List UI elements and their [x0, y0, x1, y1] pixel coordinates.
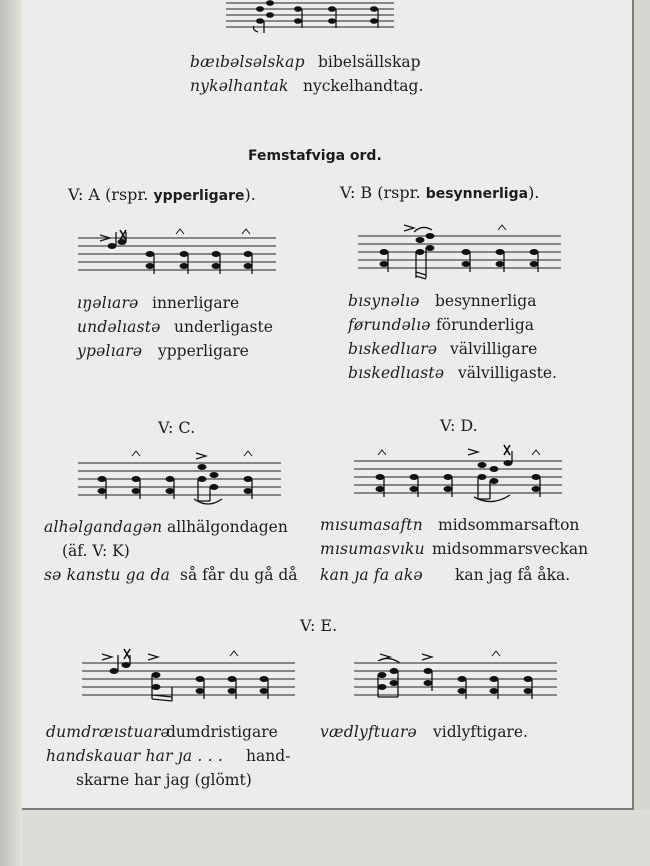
variant-a-label: [68, 185, 256, 204]
variant-b-row1-standard: besynnerliga: [435, 292, 537, 310]
variant-a-row2-dialect: undəlıastə: [77, 318, 161, 336]
variant-e-left-row3: skarne har jag (glömt): [76, 771, 252, 789]
section-heading: Femstafviga ord.: [248, 148, 382, 164]
variant-a-row3-dialect: ypəlıarə: [77, 342, 143, 360]
music-staff-a: [76, 226, 281, 284]
variant-b-row2-dialect: førundəlıə: [348, 316, 431, 334]
variant-b-label-suffix: ).: [528, 183, 540, 202]
variant-d-row3-standard: kan jag få åka.: [455, 566, 571, 584]
variant-b-row4-dialect: bıskedlıastə: [348, 364, 445, 382]
variant-c-row3-standard: så får du gå då: [180, 566, 298, 584]
variant-e-left-row2-dialect: handskauar har ȷa . . .: [46, 747, 224, 765]
variant-b-label: [340, 183, 539, 202]
music-staff-c: [76, 447, 286, 507]
staff-notation-graphic: [352, 647, 562, 707]
music-staff-top: [222, 0, 397, 34]
top-row2-standard: nyckelhandtag.: [303, 77, 424, 95]
variant-e-label: V: E.: [300, 616, 338, 635]
page-shadow: [22, 810, 650, 866]
variant-d-row2-standard: midsommarsveckan: [432, 540, 589, 558]
variant-b-row4-standard: välvilligaste.: [458, 364, 557, 382]
variant-c-label: V: C.: [158, 418, 196, 437]
staff-notation-graphic: [76, 226, 281, 284]
page-left-edge: [0, 0, 23, 866]
top-row1-dialect: bæıbəlsəlskap: [190, 53, 305, 71]
variant-e-left-row1-dialect: dumdræıstuarə: [46, 723, 171, 741]
variant-a-row1-dialect: ıŋəlıarə: [77, 294, 139, 312]
variant-b-row1-dialect: bısynəlıə: [348, 292, 420, 310]
variant-d-row1-standard: midsommarsafton: [438, 516, 580, 534]
variant-a-row3-standard: ypperligare: [158, 342, 249, 360]
variant-b-label-bold: besynnerliga: [425, 186, 529, 202]
top-row1-standard: bibelsällskap: [318, 53, 421, 71]
staff-notation-graphic: [80, 647, 300, 707]
variant-e-left-row2-standard: hand-: [246, 747, 291, 765]
variant-a-label-bold: ypperligare: [153, 188, 245, 204]
variant-c-row1-standard: allhälgondagen: [167, 518, 288, 536]
variant-b-label-prefix: V: B (rspr.: [340, 183, 421, 202]
variant-d-label: V: D.: [440, 416, 478, 435]
variant-b-row3-standard: välvilligare: [450, 340, 538, 358]
staff-notation-graphic: [222, 0, 397, 34]
music-staff-b: [356, 220, 566, 282]
variant-d-row3-dialect: kan ȷa fa akə: [320, 566, 423, 584]
top-row2-dialect: nykəlhantak: [190, 77, 289, 95]
variant-c-row3-dialect: sə kanstu ga da: [44, 566, 171, 584]
variant-a-row2-standard: underligaste: [174, 318, 273, 336]
variant-c-row2-note: (äf. V: K): [62, 542, 130, 560]
variant-e-right-row1-standard: vidlyftigare.: [433, 723, 528, 741]
variant-e-left-row1-standard: dumdristigare: [166, 723, 278, 741]
music-staff-e-right: [352, 647, 562, 707]
variant-b-row3-dialect: bıskedlıarə: [348, 340, 438, 358]
variant-c-row1-dialect: alhəlgandagən: [44, 518, 163, 536]
variant-a-label-suffix: ).: [244, 185, 256, 204]
variant-a-label-prefix: V: A (rspr.: [68, 185, 149, 204]
staff-notation-graphic: [356, 220, 566, 282]
music-staff-e-left: [80, 647, 300, 707]
staff-notation-graphic: [352, 443, 567, 505]
variant-a-row1-standard: innerligare: [152, 294, 240, 312]
staff-notation-graphic: [76, 447, 286, 507]
music-staff-d: [352, 443, 567, 505]
variant-e-right-row1-dialect: vædlyftuarə: [320, 723, 417, 741]
variant-d-row1-dialect: mısumasaftn: [320, 516, 423, 534]
variant-d-row2-dialect: mısumasvıku: [320, 540, 425, 558]
variant-b-row2-standard: förunderliga: [436, 316, 535, 334]
